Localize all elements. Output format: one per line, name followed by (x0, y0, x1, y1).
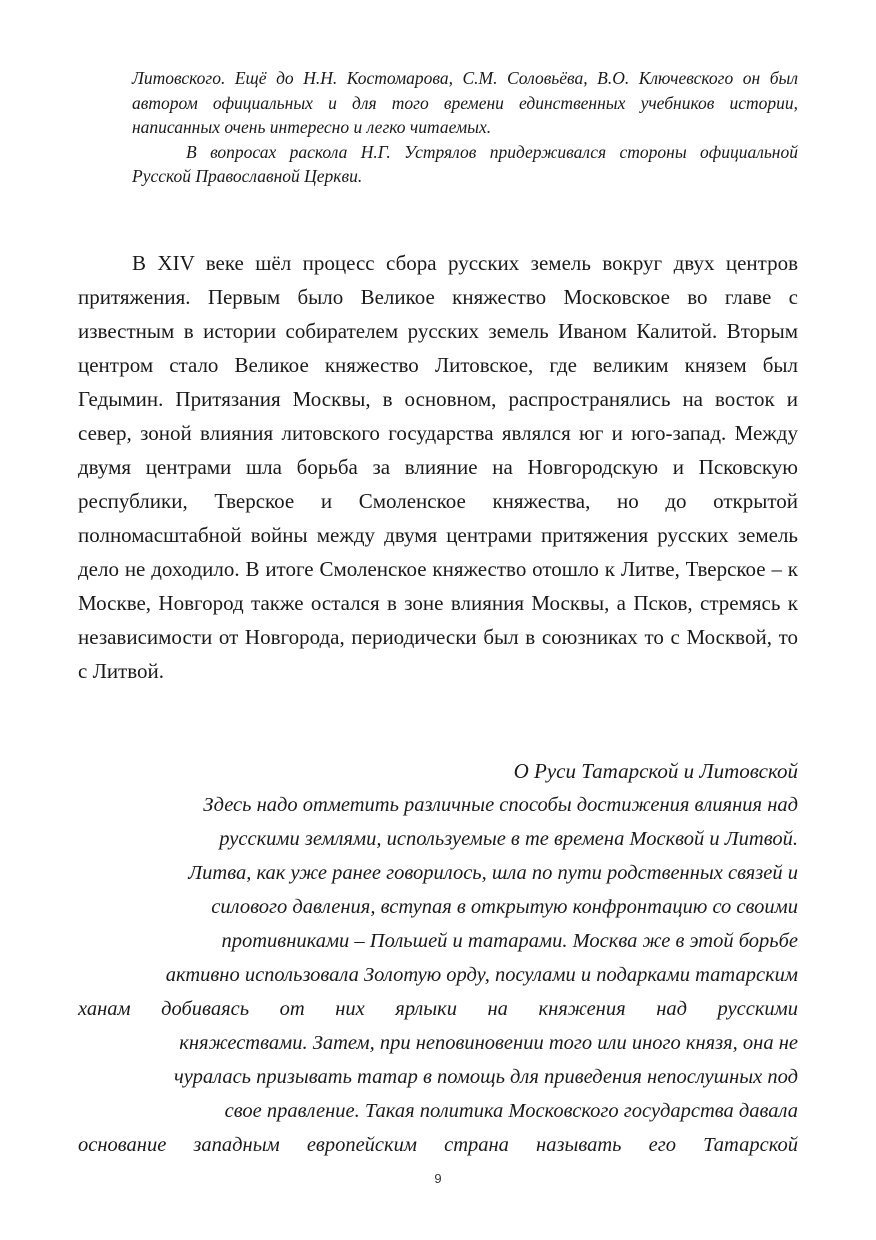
section-line: ханам добиваясь от них ярлыки на княжения над русскими (78, 998, 798, 1020)
italic-note (132, 66, 798, 189)
section-line: силового давления, вступая в открытую конфронтацию со своими (211, 896, 798, 918)
main-paragraph: В XIV веке шёл процесс сбора русских земель вокруг двух центров притяжения. Первым было Великое княжество Московское во главе с известным в истории собирателем русских земель Иваном Калитой. Вторым центром стало Великое княжество Литовское, где великим князем был Гедымин. Притязания Москвы, в основном, распространялись на восток и север, зоной влияния литовского государства являлся юг и юго-запад. Между двумя центрами шла борьба за влияние на Новгородскую и Псковскую республики, Тверское и Смоленское княжества, но до открытой полномасштабной войны между двумя центрами притяжения русских земель дело не доходило. В итоге Смоленское княжество отошло к Литве, Тверское – к Москве, Новгород также остался в зоне влияния Москвы, а Псков, стремясь к независимости от Новгорода, периодически был в союзниках то с Москвой, то с Литвой. (78, 251, 798, 683)
note-paragraph-2: В вопросах раскола Н.Г. Устрялов придерживался стороны официальной Русской Православной Церкви. (132, 141, 798, 186)
section-title: О Руси Татарской и Литовской (513, 759, 798, 783)
section-line: Литва, как уже ранее говорилось, шла по пути родственных связей и (188, 862, 798, 884)
section-body (78, 788, 798, 1162)
section-line: русскими землями, используемые в те времена Москвой и Литвой. (219, 828, 798, 850)
section-line: княжествами. Затем, при неповиновении того или иного князя, она не (179, 1032, 798, 1054)
section-line: активно использовала Золотую орду, посулами и подарками татарским (165, 964, 798, 986)
note-paragraph-1: Литовского. Ещё до Н.Н. Костомарова, С.М. Соловьёва, В.О. Ключевского он был автором официальных и для того времени единственных учебников истории, написанных очень интересно и легко читаемых. (132, 68, 798, 137)
section-line: свое правление. Такая политика Московского государства давала (224, 1100, 798, 1122)
section-line: противниками – Польшей и татарами. Москва же в этой борьбе (221, 930, 798, 952)
section-line: чуралась призывать татар в помощь для приведения непослушных под (174, 1066, 798, 1088)
page-number: 9 (434, 1171, 442, 1186)
section-line: Здесь надо отметить различные способы достижения влияния над (203, 794, 798, 816)
section-line: основание западным европейским страна называть его Татарской (78, 1134, 798, 1156)
